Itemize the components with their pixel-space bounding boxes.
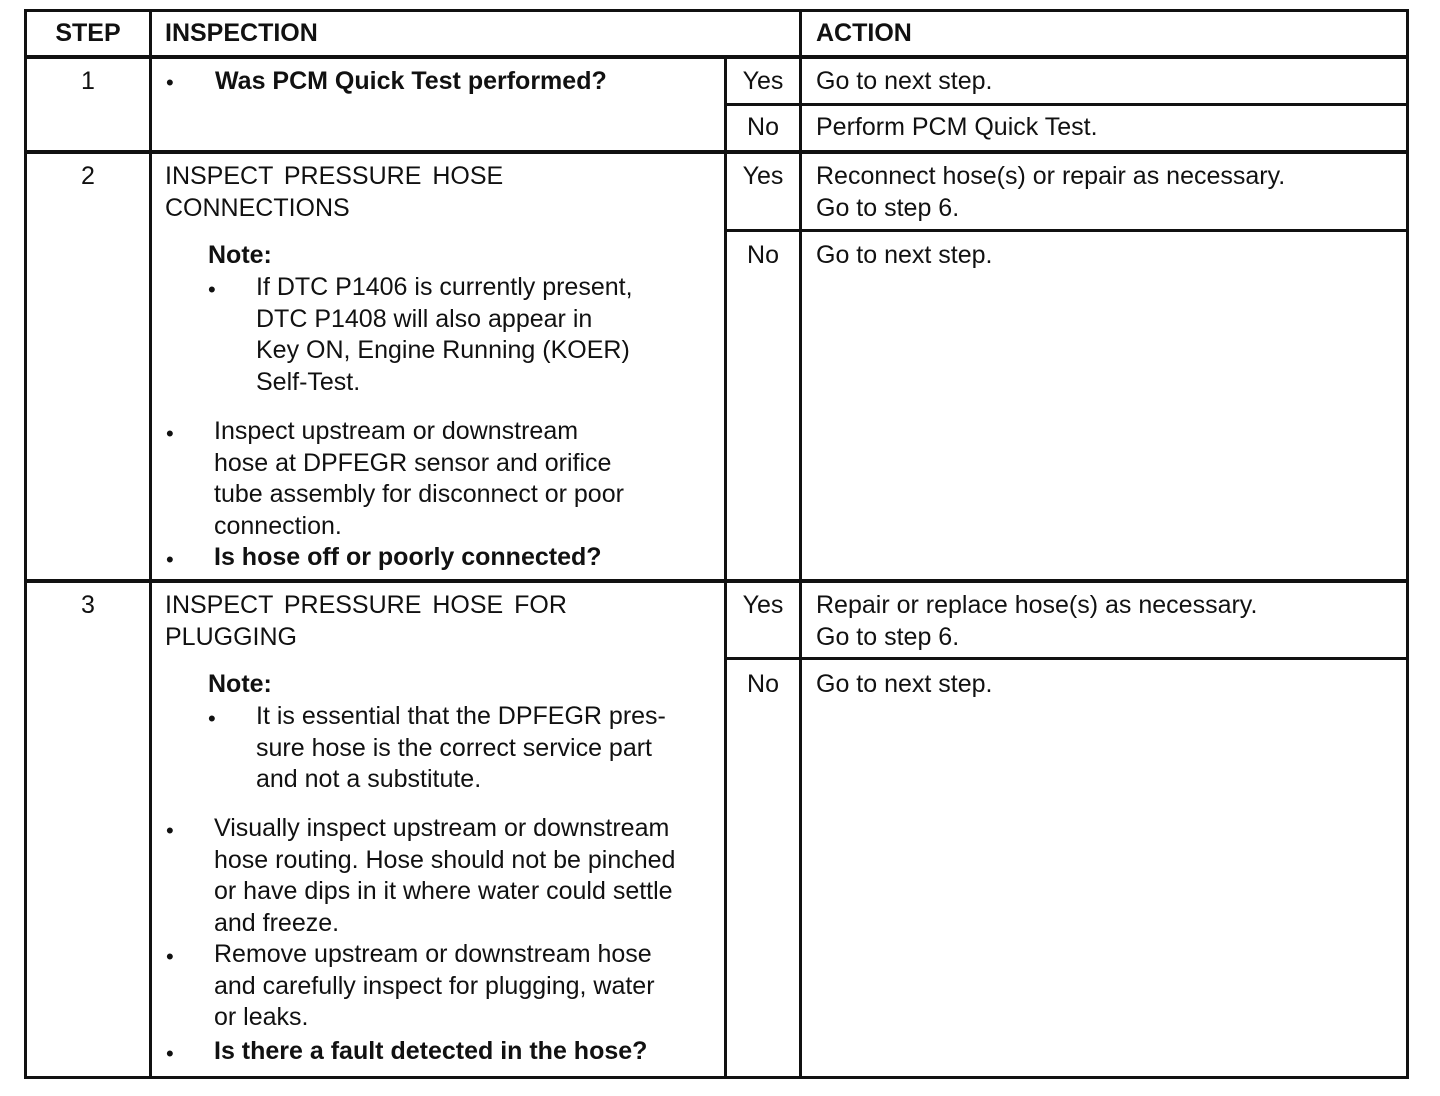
step3-note-line-1: It is essential that the DPFEGR pres- (256, 702, 666, 730)
step3-note-bullet-icon: • (208, 706, 216, 731)
step2-note-label: Note: (208, 241, 272, 269)
step2-note-line-2: DTC P1408 will also appear in (256, 304, 593, 333)
step2-instruction-line-1: Inspect upstream or downstream (214, 417, 579, 445)
step-column-divider (149, 9, 152, 1079)
step3-instruction2-line-2: and carefully inspect for plugging, water (214, 971, 655, 1000)
step1-yes-no-divider (724, 103, 1409, 106)
step1-question: Was PCM Quick Test performed? (215, 67, 607, 95)
step1-no-label: No (747, 113, 779, 141)
step2-yes-label: Yes (742, 162, 784, 190)
step3-yes-action-line-2: Go to step 6. (816, 622, 960, 651)
step2-note-line-4: Self-Test. (256, 367, 361, 396)
step3-no-label: No (747, 670, 779, 698)
step3-note-line-3: and not a substitute. (256, 765, 482, 793)
step3-number: 3 (81, 591, 95, 619)
step2-note-line-1: If DTC P1406 is currently present, (256, 273, 633, 301)
step3-note-label: Note: (208, 670, 272, 698)
step2-number: 2 (81, 162, 95, 190)
step3-instruction1-line-2: hose routing. Hose should not be pinched (214, 845, 676, 874)
header-separator (24, 55, 1409, 59)
step1-number: 1 (81, 67, 95, 95)
step3-yes-label: Yes (742, 591, 784, 619)
step3-question: Is there a fault detected in the hose? (214, 1037, 648, 1065)
step2-title-line-1: INSPECT PRESSURE HOSE (165, 162, 504, 190)
step2-instruction-line-2: hose at DPFEGR sensor and orifice (214, 448, 612, 477)
step2-instruction-line-3: tube assembly for disconnect or poor (214, 480, 624, 508)
step2-yes-action-line-1: Reconnect hose(s) or repair as necessary. (816, 162, 1286, 190)
step2-yes-action-line-2: Go to step 6. (816, 193, 960, 222)
step3-title-line-2: PLUGGING (165, 622, 297, 651)
step2-yes-no-divider (724, 229, 1409, 232)
header-step: STEP (55, 19, 121, 47)
table-border-right (1406, 9, 1409, 1079)
step3-title-line-1: INSPECT PRESSURE HOSE FOR (165, 591, 567, 619)
step2-no-action: Go to next step. (816, 241, 993, 269)
header-inspection: INSPECTION (165, 19, 318, 47)
step1-yes-action: Go to next step. (816, 67, 993, 95)
step2-question: Is hose off or poorly connected? (214, 543, 602, 571)
step1-step2-separator (24, 150, 1409, 154)
step3-no-action: Go to next step. (816, 670, 993, 698)
step2-note-bullet-icon: • (208, 277, 216, 302)
step2-question-bullet-icon: • (166, 547, 174, 572)
step3-instruction1-bullet-icon: • (166, 818, 174, 843)
step3-instruction2-bullet-icon: • (166, 944, 174, 969)
step1-yes-label: Yes (742, 67, 784, 95)
step3-instruction1-line-1: Visually inspect upstream or downstream (214, 814, 670, 842)
step2-no-label: No (747, 241, 779, 269)
header-action: ACTION (816, 19, 912, 47)
step2-step3-separator (24, 579, 1409, 583)
step3-instruction2-line-3: or leaks. (214, 1003, 309, 1031)
step2-note-line-3: Key ON, Engine Running (KOER) (256, 336, 630, 364)
step3-yes-action-line-1: Repair or replace hose(s) as necessary. (816, 591, 1258, 619)
step3-note-line-2: sure hose is the correct service part (256, 733, 652, 762)
step2-instruction-line-4: connection. (214, 511, 342, 540)
step1-question-bullet-icon: • (166, 70, 174, 95)
table-border-top (24, 9, 1409, 12)
yesno-column-divider (724, 57, 727, 1079)
step2-instruction-bullet-icon: • (166, 421, 174, 446)
action-column-divider (799, 9, 802, 1079)
step3-instruction1-line-3: or have dips in it where water could settle (214, 877, 673, 905)
table-border-bottom (24, 1076, 1409, 1079)
step1-no-action: Perform PCM Quick Test. (816, 113, 1098, 141)
step3-instruction1-line-4: and freeze. (214, 908, 340, 937)
step3-yes-no-divider (724, 657, 1409, 660)
step3-question-bullet-icon: • (166, 1041, 174, 1066)
step3-instruction2-line-1: Remove upstream or downstream hose (214, 940, 652, 968)
step2-title-line-2: CONNECTIONS (165, 193, 350, 222)
